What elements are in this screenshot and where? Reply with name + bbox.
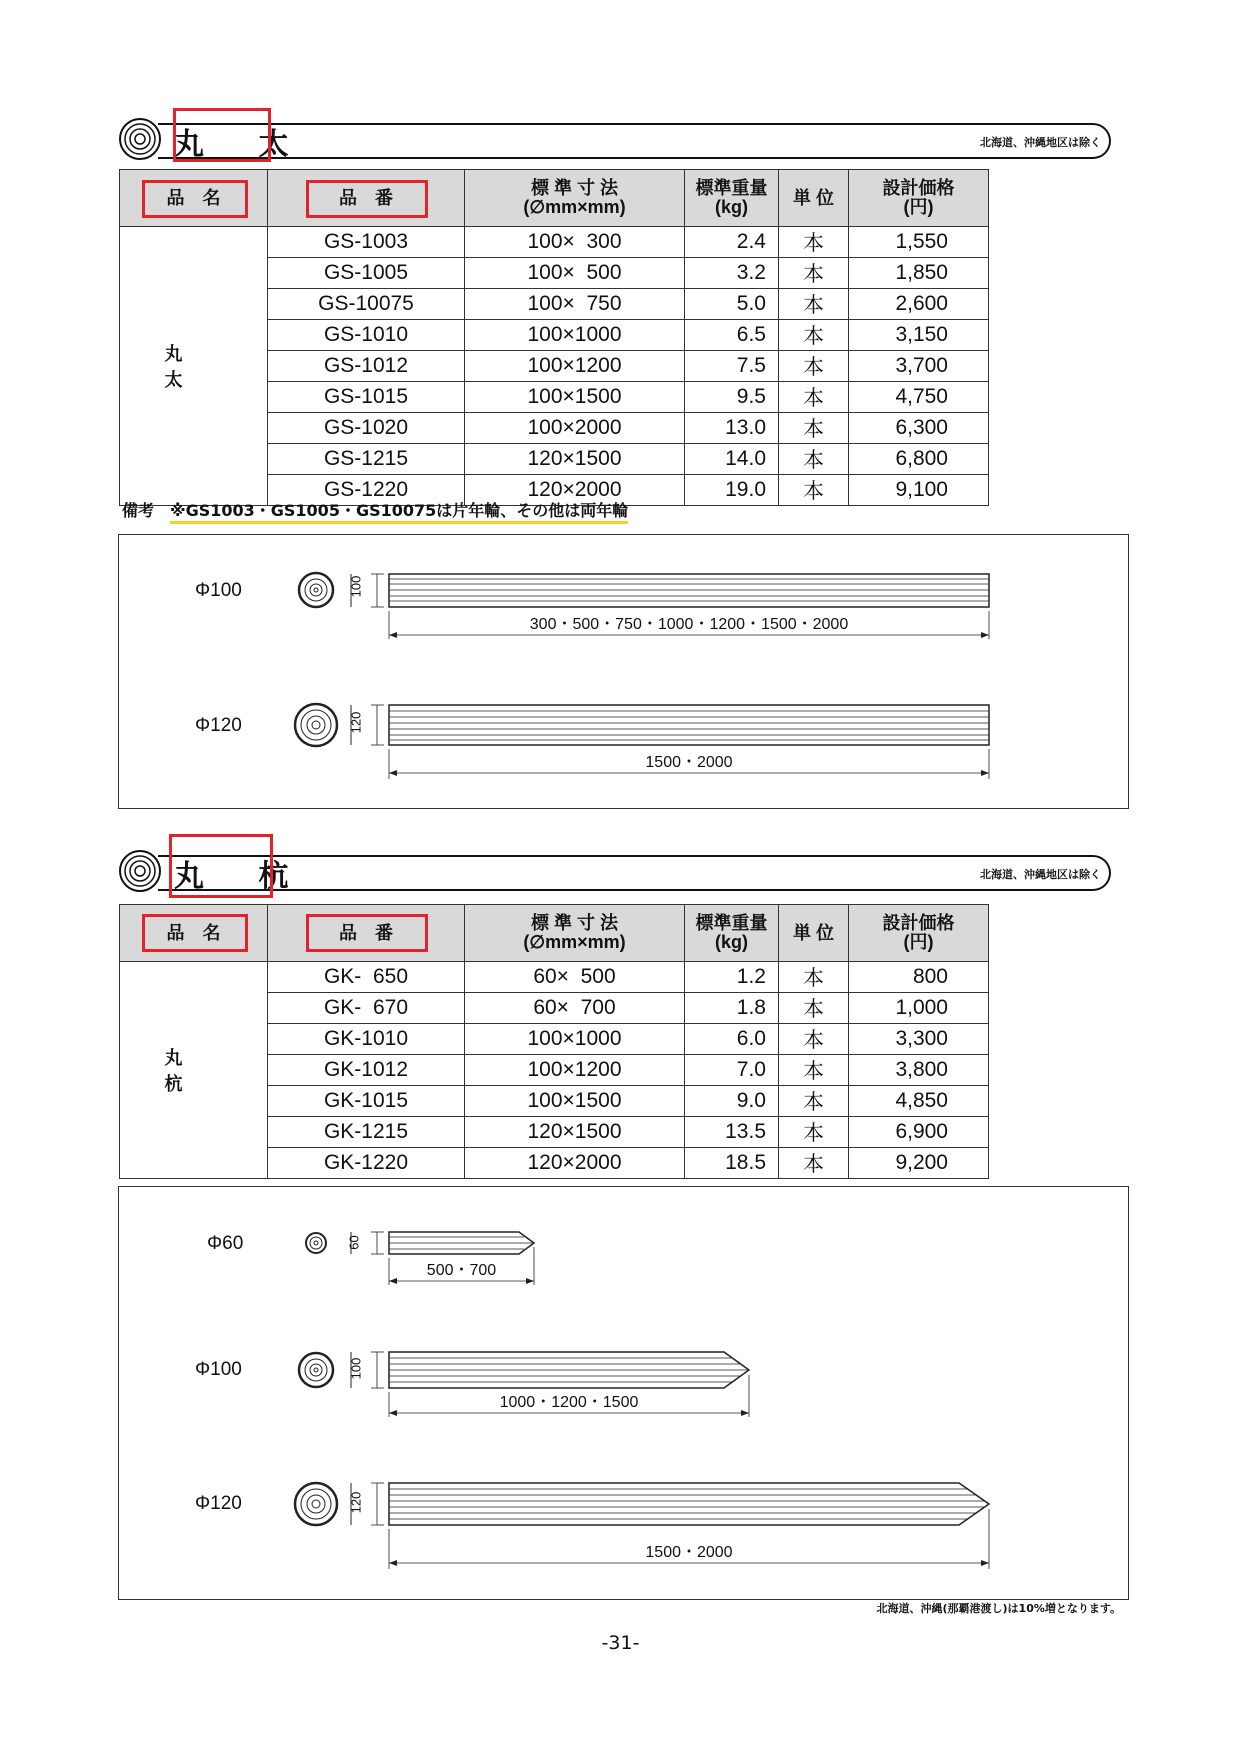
section1-diagram bbox=[118, 534, 1129, 809]
price-cell: 1,000 bbox=[849, 993, 989, 1024]
section2-diagram bbox=[118, 1186, 1129, 1600]
size-cell: 60× 700 bbox=[465, 993, 685, 1024]
header-price: 設計価格 (円) bbox=[849, 905, 989, 962]
header-name: 品 名 bbox=[120, 170, 268, 227]
section1-title: 丸 太 bbox=[174, 127, 311, 162]
section1-region-note: 北海道、沖縄地区は除く bbox=[980, 136, 1101, 149]
header-name: 品 名 bbox=[120, 905, 268, 962]
header-size: 標 準 寸 法 (∅mm×mm) bbox=[465, 170, 685, 227]
log-end-icon bbox=[118, 849, 162, 893]
page-number: -31- bbox=[601, 1632, 640, 1654]
price-cell: 3,700 bbox=[849, 351, 989, 382]
price-cell: 9,200 bbox=[849, 1148, 989, 1179]
weight-cell: 5.0 bbox=[685, 289, 779, 320]
weight-cell: 1.2 bbox=[685, 962, 779, 993]
code-cell: GS-1010 bbox=[268, 320, 465, 351]
unit-cell: 本 bbox=[779, 320, 849, 351]
unit-cell: 本 bbox=[779, 289, 849, 320]
stake-length-120-label: 1500・2000 bbox=[645, 1544, 733, 1561]
size-cell: 100×1000 bbox=[465, 320, 685, 351]
price-cell: 2,600 bbox=[849, 289, 989, 320]
weight-cell: 9.5 bbox=[685, 382, 779, 413]
log-length-100-label: 300・500・750・1000・1200・1500・2000 bbox=[529, 616, 849, 633]
stake-height-120-label: 120 bbox=[348, 1491, 364, 1514]
stake-height-60-label: 60 bbox=[346, 1235, 362, 1250]
size-cell: 100×1500 bbox=[465, 382, 685, 413]
section1-remark bbox=[122, 498, 628, 521]
weight-cell: 18.5 bbox=[685, 1148, 779, 1179]
weight-cell: 2.4 bbox=[685, 227, 779, 258]
header-unit: 単 位 bbox=[779, 170, 849, 227]
price-cell: 4,850 bbox=[849, 1086, 989, 1117]
size-cell: 100×1200 bbox=[465, 351, 685, 382]
unit-cell: 本 bbox=[779, 1024, 849, 1055]
code-cell: GS-1020 bbox=[268, 413, 465, 444]
stake-length-100-label: 1000・1200・1500 bbox=[499, 1394, 639, 1411]
unit-cell: 本 bbox=[779, 993, 849, 1024]
weight-cell: 7.0 bbox=[685, 1055, 779, 1086]
unit-cell: 本 bbox=[779, 227, 849, 258]
product-name-cell: 丸 太 bbox=[120, 227, 268, 506]
weight-cell: 19.0 bbox=[685, 475, 779, 506]
code-cell: GS-1215 bbox=[268, 444, 465, 475]
highlight-box bbox=[142, 914, 248, 952]
unit-cell: 本 bbox=[779, 1117, 849, 1148]
size-cell: 120×1500 bbox=[465, 444, 685, 475]
code-cell: GK-1215 bbox=[268, 1117, 465, 1148]
price-cell: 4,750 bbox=[849, 382, 989, 413]
code-cell: GS-1003 bbox=[268, 227, 465, 258]
code-cell: GK-1010 bbox=[268, 1024, 465, 1055]
highlight-box bbox=[306, 180, 428, 218]
price-cell: 3,300 bbox=[849, 1024, 989, 1055]
header-price: 設計価格 (円) bbox=[849, 170, 989, 227]
log-diameter-120-label: Φ120 bbox=[195, 715, 242, 736]
size-cell: 120×1500 bbox=[465, 1117, 685, 1148]
header-size: 標 準 寸 法 (∅mm×mm) bbox=[465, 905, 685, 962]
size-cell: 100×2000 bbox=[465, 413, 685, 444]
weight-cell: 13.5 bbox=[685, 1117, 779, 1148]
code-cell: GS-1220 bbox=[268, 475, 465, 506]
weight-cell: 13.0 bbox=[685, 413, 779, 444]
code-cell: GS-1015 bbox=[268, 382, 465, 413]
highlight-box bbox=[173, 108, 271, 162]
size-cell: 100×1000 bbox=[465, 1024, 685, 1055]
header-code: 品 番 bbox=[268, 170, 465, 227]
unit-cell: 本 bbox=[779, 1148, 849, 1179]
code-cell: GK-1220 bbox=[268, 1148, 465, 1179]
weight-cell: 1.8 bbox=[685, 993, 779, 1024]
code-cell: GS-1012 bbox=[268, 351, 465, 382]
header-code: 品 番 bbox=[268, 905, 465, 962]
header-unit: 単 位 bbox=[779, 905, 849, 962]
size-cell: 100× 500 bbox=[465, 258, 685, 289]
code-cell: GS-10075 bbox=[268, 289, 465, 320]
highlight-box bbox=[142, 180, 248, 218]
code-cell: GK- 650 bbox=[268, 962, 465, 993]
price-cell: 6,800 bbox=[849, 444, 989, 475]
header-weight: 標準重量 (kg) bbox=[685, 170, 779, 227]
weight-cell: 6.5 bbox=[685, 320, 779, 351]
log-height-100-label: 100 bbox=[348, 575, 364, 598]
size-cell: 100× 750 bbox=[465, 289, 685, 320]
stake-diameter-100-label: Φ100 bbox=[195, 1359, 242, 1380]
price-cell: 800 bbox=[849, 962, 989, 993]
price-cell: 1,850 bbox=[849, 258, 989, 289]
header-weight: 標準重量 (kg) bbox=[685, 905, 779, 962]
unit-cell: 本 bbox=[779, 351, 849, 382]
price-cell: 1,550 bbox=[849, 227, 989, 258]
stake-length-60-label: 500・700 bbox=[426, 1262, 497, 1279]
log-height-120-label: 120 bbox=[348, 711, 364, 734]
remark-label: 備考 bbox=[122, 501, 155, 520]
table-row bbox=[120, 227, 989, 258]
unit-cell: 本 bbox=[779, 962, 849, 993]
remark-text: ※GS1003・GS1005・GS10075は片年輪、その他は両年輪 bbox=[170, 501, 628, 524]
stake-height-100-label: 100 bbox=[348, 1357, 364, 1380]
log-end-icon bbox=[118, 117, 162, 161]
highlight-box bbox=[169, 834, 273, 898]
section2-spec-table bbox=[119, 904, 989, 1179]
stake-diameter-120-label: Φ120 bbox=[195, 1493, 242, 1514]
log-diameter-100-label: Φ100 bbox=[195, 580, 242, 601]
code-cell: GK- 670 bbox=[268, 993, 465, 1024]
section2-region-note: 北海道、沖縄地区は除く bbox=[980, 868, 1101, 881]
weight-cell: 7.5 bbox=[685, 351, 779, 382]
unit-cell: 本 bbox=[779, 1086, 849, 1117]
unit-cell: 本 bbox=[779, 258, 849, 289]
footnote: 北海道、沖縄(那覇港渡し)は10%増となります。 bbox=[876, 1602, 1121, 1615]
product-name-cell: 丸 杭 bbox=[120, 962, 268, 1179]
weight-cell: 9.0 bbox=[685, 1086, 779, 1117]
size-cell: 100×1200 bbox=[465, 1055, 685, 1086]
log-length-120-label: 1500・2000 bbox=[645, 754, 733, 771]
unit-cell: 本 bbox=[779, 382, 849, 413]
size-cell: 100×1500 bbox=[465, 1086, 685, 1117]
price-cell: 6,900 bbox=[849, 1117, 989, 1148]
size-cell: 120×2000 bbox=[465, 1148, 685, 1179]
unit-cell: 本 bbox=[779, 444, 849, 475]
size-cell: 120×2000 bbox=[465, 475, 685, 506]
weight-cell: 6.0 bbox=[685, 1024, 779, 1055]
size-cell: 60× 500 bbox=[465, 962, 685, 993]
price-cell: 3,150 bbox=[849, 320, 989, 351]
price-cell: 3,800 bbox=[849, 1055, 989, 1086]
section2-title: 丸 杭 bbox=[174, 859, 311, 894]
unit-cell: 本 bbox=[779, 475, 849, 506]
code-cell: GK-1012 bbox=[268, 1055, 465, 1086]
unit-cell: 本 bbox=[779, 1055, 849, 1086]
size-cell: 100× 300 bbox=[465, 227, 685, 258]
code-cell: GK-1015 bbox=[268, 1086, 465, 1117]
code-cell: GS-1005 bbox=[268, 258, 465, 289]
unit-cell: 本 bbox=[779, 413, 849, 444]
highlight-box bbox=[306, 914, 428, 952]
stake-diameter-60-label: Φ60 bbox=[207, 1233, 244, 1254]
weight-cell: 14.0 bbox=[685, 444, 779, 475]
table-row bbox=[120, 962, 989, 993]
weight-cell: 3.2 bbox=[685, 258, 779, 289]
price-cell: 6,300 bbox=[849, 413, 989, 444]
price-cell: 9,100 bbox=[849, 475, 989, 506]
section1-spec-table bbox=[119, 169, 989, 506]
